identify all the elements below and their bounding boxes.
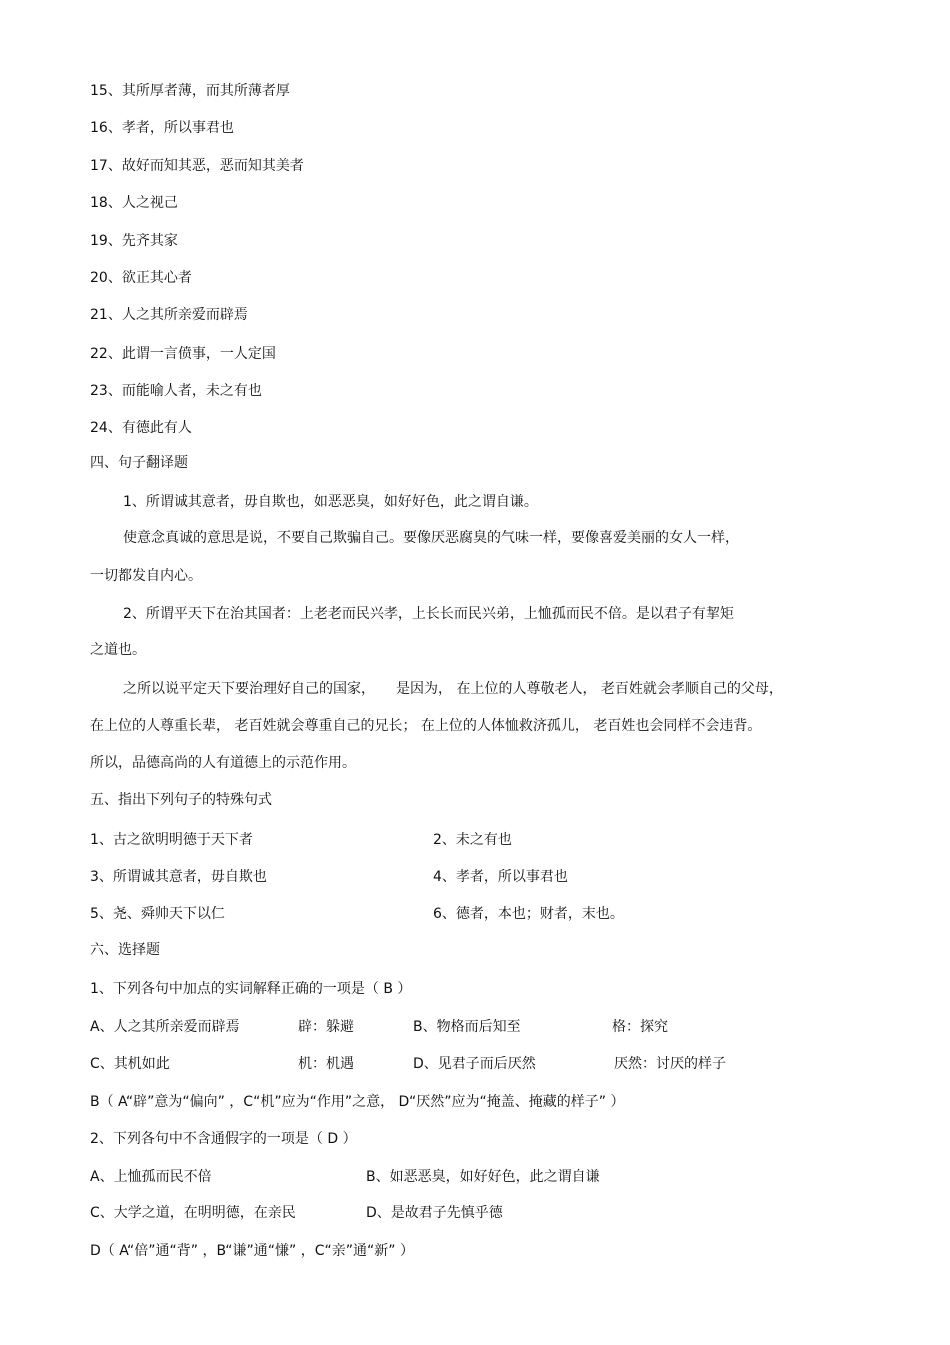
sentence-pattern-4: 4、孝者，所以事君也 <box>433 869 568 885</box>
translation-2-question-line-2: 之道也。 <box>90 642 146 658</box>
translation-2-question-line-1: 2、所谓平天下在治其国者：上老老而民兴孝，上长长而民兴弟，上恤孤而民不倍。是以君子有挈矩 <box>123 606 734 622</box>
translation-1-answer-line-1: 使意念真诚的意思是说，不要自己欺骗自己。要像厌恶腐臭的气味一样，要像喜爱美丽的女人一样， <box>123 530 739 546</box>
choice-question-2: 2、下列各句中不含通假字的一项是（ D ） <box>90 1131 357 1147</box>
q1-option-b-gloss: 格：探究 <box>612 1019 668 1035</box>
sentence-pattern-6: 6、德者，本也；财者，末也。 <box>433 906 624 922</box>
item-15: 15、其所厚者薄，而其所薄者厚 <box>90 83 290 99</box>
item-16: 16、孝者，所以事君也 <box>90 120 234 136</box>
sentence-pattern-1: 1、古之欲明明德于天下者 <box>90 832 253 848</box>
section-4-heading: 四、句子翻译题 <box>90 455 188 471</box>
q2-option-a: A、上恤孤而民不倍 <box>90 1169 212 1185</box>
sentence-pattern-3: 3、所谓诚其意者，毋自欺也 <box>90 869 267 885</box>
q1-option-d: D、见君子而后厌然 <box>413 1056 536 1072</box>
translation-2-answer-line-1: 之所以说平定天下要治理好自己的国家， 是因为， 在上位的人尊敬老人， 老百姓就会孝顺自己的父母， <box>123 681 783 697</box>
item-20: 20、欲正其心者 <box>90 270 192 286</box>
item-24: 24、有德此有人 <box>90 420 192 436</box>
q1-option-c-gloss: 机：机遇 <box>298 1056 354 1072</box>
translation-2-answer-line-2: 在上位的人尊重长辈， 老百姓就会尊重自己的兄长； 在上位的人体恤救济孤儿， 老百姓也会同样不会违背。 <box>90 718 762 734</box>
sentence-pattern-5: 5、尧、舜帅天下以仁 <box>90 906 225 922</box>
q2-option-c: C、大学之道，在明明德，在亲民 <box>90 1205 296 1221</box>
q2-option-b: B、如恶恶臭，如好好色，此之谓自谦 <box>366 1169 600 1185</box>
item-17: 17、故好而知其恶，恶而知其美者 <box>90 158 304 174</box>
q1-option-d-gloss: 厌然：讨厌的样子 <box>614 1056 726 1072</box>
item-22: 22、此谓一言偾事，一人定国 <box>90 346 276 362</box>
q2-option-d: D、是故君子先慎乎德 <box>366 1205 503 1221</box>
translation-1-question: 1、所谓诚其意者，毋自欺也，如恶恶臭，如好好色，此之谓自谦。 <box>123 494 538 510</box>
translation-1-answer-line-2: 一切都发自内心。 <box>90 568 202 584</box>
translation-2-answer-line-3: 所以，品德高尚的人有道德上的示范作用。 <box>90 755 356 771</box>
item-23: 23、而能喻人者，未之有也 <box>90 383 262 399</box>
item-19: 19、先齐其家 <box>90 233 178 249</box>
sentence-pattern-2: 2、未之有也 <box>433 832 512 848</box>
item-18: 18、人之视己 <box>90 195 178 211</box>
q1-option-c: C、其机如此 <box>90 1056 170 1072</box>
q1-option-b: B、物格而后知至 <box>413 1019 521 1035</box>
q1-answer-explanation: B（ A“辟”意为“偏向” ，C“机”应为“作用”之意， D“厌然”应为“掩盖、掩藏的样子” ） <box>90 1094 625 1110</box>
q2-answer-explanation: D（ A“倍”通“背” ，B“谦”通“慊” ，C“亲”通“新” ） <box>90 1243 415 1259</box>
q1-option-a: A、人之其所亲爱而辟焉 <box>90 1019 240 1035</box>
section-6-heading: 六、选择题 <box>90 942 160 958</box>
section-5-heading: 五、指出下列句子的特殊句式 <box>90 792 272 808</box>
choice-question-1: 1、下列各句中加点的实词解释正确的一项是（ B ） <box>90 981 412 997</box>
item-21: 21、人之其所亲爱而辟焉 <box>90 307 248 323</box>
q1-option-a-gloss: 辟：躲避 <box>298 1019 354 1035</box>
